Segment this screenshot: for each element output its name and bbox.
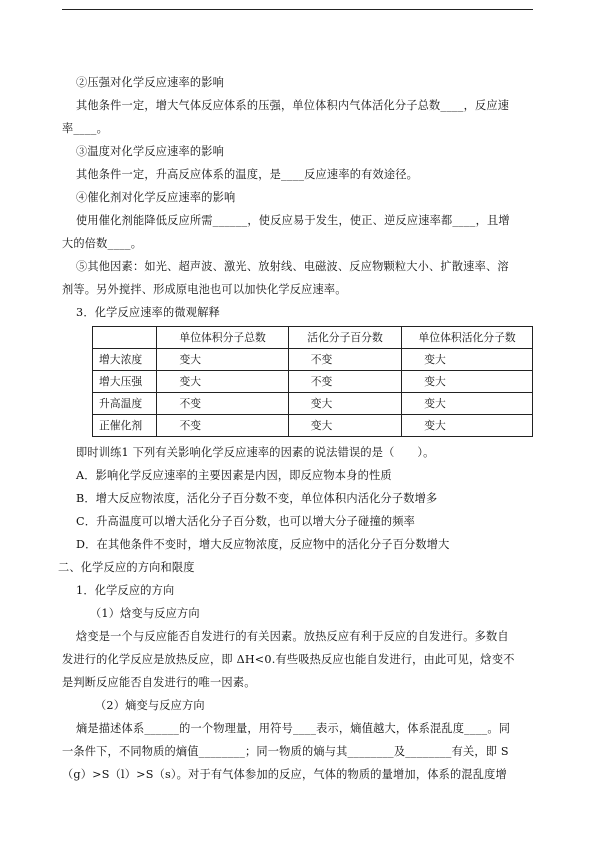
temperature-text-line1: 其他条件一定，升高反应体系的温度，是____反应速率的有效途径。 xyxy=(76,168,419,181)
table-row-label: 正催化剂 xyxy=(93,415,157,437)
header-rule xyxy=(62,9,533,10)
table-cell: 变大 xyxy=(402,415,533,437)
pressure-heading: ②压强对化学反应速率的影响 xyxy=(76,76,225,89)
table-row-label: 增大浓度 xyxy=(93,349,157,371)
table-cell: 不变 xyxy=(157,415,288,437)
table-row-label: 升高温度 xyxy=(93,393,157,415)
table-row-label: 增大压强 xyxy=(93,371,157,393)
table-cell: 变大 xyxy=(402,393,533,415)
micro-explanation-title: 3．化学反应速率的微观解释 xyxy=(76,306,220,319)
table-row xyxy=(93,371,533,393)
table-cell: 不变 xyxy=(288,349,401,371)
enthalpy-heading: （1）焓变与反应方向 xyxy=(90,607,200,620)
entropy-text-line2: 一条件下，不同物质的熵值________；同一物质的熵与其________及________有关，即 S xyxy=(62,745,509,758)
exercise-option-c: C．升高温度可以增大活化分子百分数，也可以增大分子碰撞的频率 xyxy=(76,515,415,528)
table-header-cell: 活化分子百分数 xyxy=(288,327,401,349)
exercise-option-d: D．在其他条件不变时，增大反应物浓度，反应物中的活化分子百分数增大 xyxy=(76,538,450,551)
table-cell: 不变 xyxy=(288,371,401,393)
table-header-cell: 单位体积活化分子数 xyxy=(402,327,533,349)
enthalpy-text-line3: 是判断反应能否自发进行的唯一因素。 xyxy=(62,676,256,689)
rate-factors-table xyxy=(92,326,533,437)
other-factors-line1: ⑤其他因素：如光、超声波、激光、放射线、电磁波、反应物颗粒大小、扩散速率、溶 xyxy=(76,260,509,273)
entropy-heading: （2）熵变与反应方向 xyxy=(95,699,205,712)
table-header-cell: 单位体积分子总数 xyxy=(157,327,288,349)
enthalpy-text-line1: 焓变是一个与反应能否自发进行的有关因素。放热反应有利于反应的自发进行。多数自 xyxy=(76,630,509,643)
other-factors-line2: 剂等。另外搅拌、形成原电池也可以加快化学反应速率。 xyxy=(62,283,347,296)
table-cell: 不变 xyxy=(157,393,288,415)
table-cell: 变大 xyxy=(157,349,288,371)
table-row xyxy=(93,349,533,371)
reaction-direction-title: 1．化学反应的方向 xyxy=(76,584,175,597)
entropy-text-line1: 熵是描述体系______的一个物理量，用符号____表示，熵值越大，体系混乱度____。同 xyxy=(76,722,511,735)
pressure-text-line2: 率____。 xyxy=(62,122,108,135)
exercise-option-b: B．增大反应物浓度，活化分子百分数不变，单位体积内活化分子数增多 xyxy=(76,492,438,505)
table-header-cell xyxy=(93,327,157,349)
table-cell: 变大 xyxy=(288,393,401,415)
table-row xyxy=(93,415,533,437)
table-row xyxy=(93,393,533,415)
table-cell: 变大 xyxy=(288,415,401,437)
table-cell: 变大 xyxy=(402,371,533,393)
part2-title: 二、化学反应的方向和限度 xyxy=(58,561,195,574)
exercise-option-a: A．影响化学反应速率的主要因素是内因，即反应物本身的性质 xyxy=(76,469,392,482)
enthalpy-text-line2: 发进行的化学反应是放热反应，即 ΔH<0.有些吸热反应也能自发进行，由此可见，焓变不 xyxy=(62,653,515,666)
pressure-text-line1: 其他条件一定，增大气体反应体系的压强，单位体积内气体活化分子总数____，反应速 xyxy=(76,99,510,112)
table-cell: 变大 xyxy=(402,349,533,371)
document-page xyxy=(58,71,533,786)
catalyst-text-line2: 大的倍数____。 xyxy=(62,237,143,250)
catalyst-text-line1: 使用催化剂能降低反应所需______，使反应易于发生，使正、逆反应速率都____，且增 xyxy=(76,214,510,227)
table-header-row xyxy=(93,327,533,349)
temperature-heading: ③温度对化学反应速率的影响 xyxy=(76,145,225,158)
entropy-text-line3: （g）>S（l）>S（s）。对于有气体参加的反应，气体的物质的量增加，体系的混乱度增 xyxy=(62,768,507,781)
exercise-stem: 即时训练1 下列有关影响化学反应速率的因素的说法错误的是（ ）。 xyxy=(76,446,435,459)
catalyst-heading: ④催化剂对化学反应速率的影响 xyxy=(76,191,236,204)
table-cell: 变大 xyxy=(157,371,288,393)
